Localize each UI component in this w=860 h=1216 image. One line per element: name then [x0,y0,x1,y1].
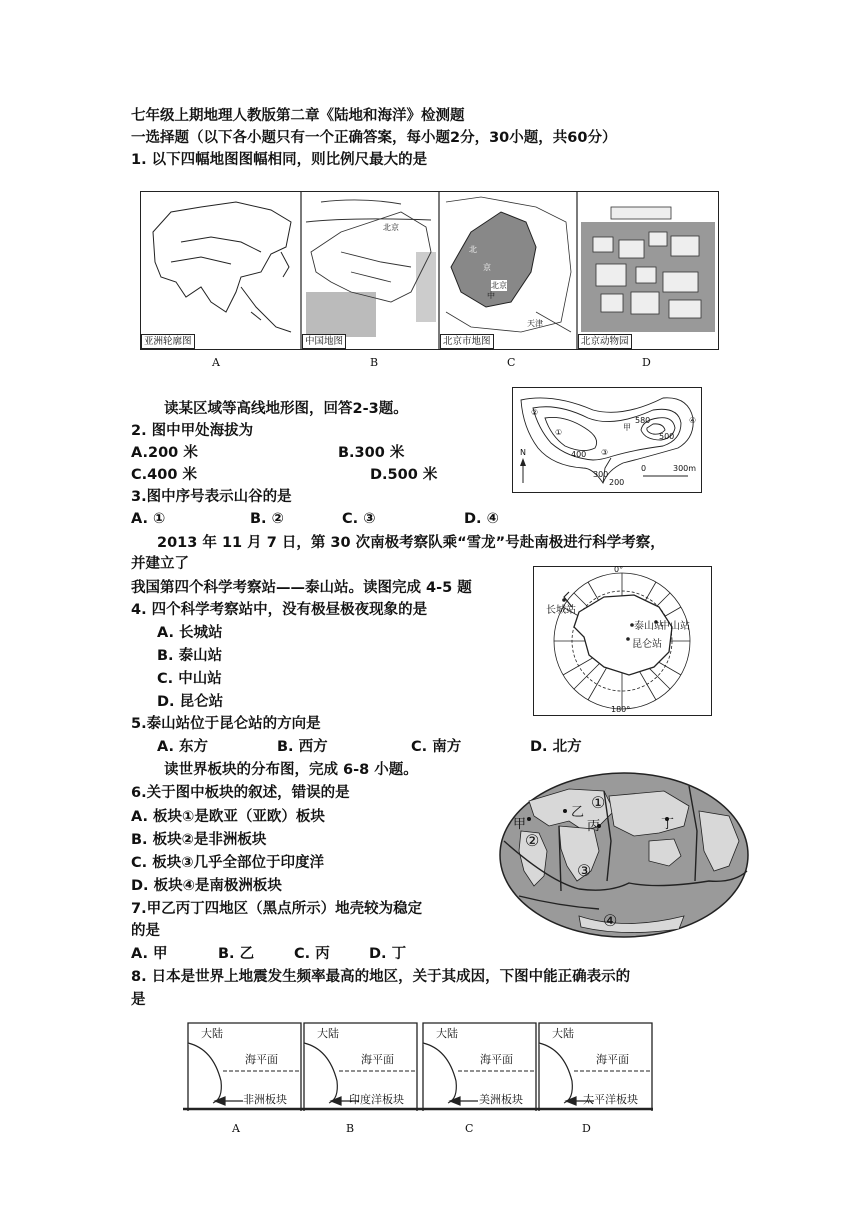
plate-point-yi: 乙 [571,805,585,820]
q3-stem: 3.图中序号表示山谷的是 [131,489,292,505]
q7-option-c: C. 丙 [294,946,330,962]
q6-option-a: A. 板块①是欧亚（亚欧）板块 [131,809,325,825]
china-outline [306,200,436,337]
map-caption-beijing: 北京市地图 [440,334,494,349]
map-caption-asia: 亚洲轮廓图 [141,334,195,349]
q8-stem-1: 8. 日本是世界上地震发生频率最高的地区，关于其成因，下图中能正确表示的 [131,969,631,985]
q3-option-a: A. ① [131,511,166,527]
document-title: 七年级上期地理人教版第二章《陆地和海洋》检测题 [131,108,465,124]
q2-option-d: D.500 米 [370,467,438,483]
map-label-jing: 京 [483,263,491,272]
plate-point-ding: 丁 [661,817,675,832]
antarctic-intro-2: 并建立了 [131,556,189,572]
map-letter-d: D [642,356,651,369]
plate-label-3: ③ [577,861,592,880]
plates-map [499,771,749,939]
q5-option-c: C. 南方 [411,739,462,755]
q4-stem: 4. 四个科学考察站中，没有极昼极夜现象的是 [131,602,428,618]
plate-point-jia: 甲 [513,817,527,832]
q2-option-b: B.300 米 [338,445,405,461]
map-caption-zoo: 北京动物园 [578,334,632,349]
map-label-beijing: 北京 [491,281,507,290]
q8-panels [183,1021,653,1113]
q1-maps-svg [141,192,718,349]
contour-intro: 读某区域等高线地形图，回答2-3题。 [164,401,408,417]
contour-label-3: ③ [601,448,609,457]
map-letter-b: B [370,356,379,369]
q8-stem-2: 是 [131,992,146,1008]
contour-label-200: 200 [609,478,625,487]
station-taishan: 泰山站 [634,621,664,632]
q8-c-plate: 美洲板块 [479,1093,523,1106]
map-label-beijing-china: 北京 [383,223,399,232]
q8-letter-c: C [465,1122,474,1135]
contour-scale-label: 300m [673,464,697,473]
q8-letter-a: A [232,1122,240,1135]
map-letter-c: C [507,356,516,369]
q8-b-land: 大陆 [317,1027,339,1040]
plate-label-1: ① [591,793,606,812]
q4-option-d: D. 昆仑站 [157,694,224,710]
q5-option-a: A. 东方 [157,739,209,755]
antarctic-label-180deg: 180° [611,705,631,714]
antarctic-intro-3: 我国第四个科学考察站——泰山站。读图完成 4-5 题 [131,580,472,596]
q2-stem: 2. 图中甲处海拔为 [131,423,254,439]
map-caption-china: 中国地图 [302,334,346,349]
station-kunlun: 昆仑站 [632,639,662,650]
q1-map-strip [140,191,719,350]
q2-option-c: C.400 米 [131,467,197,483]
q3-option-c: C. ③ [342,511,376,527]
antarctic-intro-1: 2013 年 11 月 7 日，第 30 次南极考察队乘“雪龙”号赴南极进行科学考察， [157,535,665,551]
q3-option-d: D. ④ [464,511,499,527]
contour-label-2: ② [531,408,539,417]
q8-letter-b: B [346,1122,355,1135]
q2-option-a: A.200 米 [131,445,198,461]
zoo-plan [581,207,715,332]
plate-label-4: ④ [603,911,618,930]
q4-option-b: B. 泰山站 [157,648,223,664]
section-heading: 一选择题（以下各小题只有一个正确答案，每小题2分，30小题，共60分） [131,130,617,146]
q8-d-sea: 海平面 [596,1053,629,1066]
q4-option-a: A. 长城站 [157,625,223,641]
q8-d-land: 大陆 [552,1027,574,1040]
asia-outline [153,202,291,332]
q6-option-c: C. 板块③几乎全部位于印度洋 [131,855,324,871]
q8-a-land: 大陆 [201,1027,223,1040]
q7-option-d: D. 丁 [369,946,407,962]
station-changcheng: 长城站 [546,605,576,616]
q6-option-d: D. 板块④是南极洲板块 [131,878,282,894]
contour-label-4: ④ [689,416,697,425]
contour-label-1: ① [555,428,563,437]
contour-label-300: 300 [593,470,609,479]
plates-intro: 读世界板块的分布图，完成 6-8 小题。 [164,762,418,778]
contour-map [512,387,702,493]
q6-option-b: B. 板块②是非洲板块 [131,832,267,848]
map-label-bei: 北 [469,245,477,254]
map-label-tianjin: 天津 [527,319,543,328]
plates-svg [499,771,749,939]
antarctic-svg [534,567,711,715]
q8-a-plate: 非洲板块 [243,1093,287,1106]
q3-option-b: B. ② [250,511,284,527]
q8-b-plate: 印度洋板块 [349,1093,404,1106]
beijing-outline [446,197,571,332]
q4-option-c: C. 中山站 [157,671,222,687]
q1-stem: 1. 以下四幅地图图幅相同，则比例尺最大的是 [131,152,428,168]
map-label-zhong: 中 [487,291,495,300]
q7-option-a: A. 甲 [131,946,168,962]
q7-stem-2: 的是 [131,923,160,939]
contour-label-jia: 甲 [623,423,631,432]
plate-label-2: ② [525,831,540,850]
q5-stem: 5.泰山站位于昆仑站的方向是 [131,716,321,732]
station-zhongshan: 中山站 [660,621,690,632]
q8-d-plate: 太平洋板块 [583,1093,638,1106]
q8-b-sea: 海平面 [361,1053,394,1066]
q8-c-land: 大陆 [436,1027,458,1040]
q8-c-sea: 海平面 [480,1053,513,1066]
q6-stem: 6.关于图中板块的叙述，错误的是 [131,785,350,801]
contour-label-500: 500 [659,432,675,441]
antarctic-map [533,566,712,716]
q8-letter-d: D [582,1122,591,1135]
contour-scale-zero: 0 [641,464,647,473]
q7-stem-1: 7.甲乙丙丁四地区（黑点所示）地壳较为稳定 [131,901,423,917]
q8-a-sea: 海平面 [245,1053,278,1066]
contour-north-label: N [520,448,526,457]
contour-label-580: 580 [635,416,651,425]
antarctic-label-0deg: 0° [614,565,624,574]
q5-option-b: B. 西方 [277,739,328,755]
plate-point-bing: 丙 [587,819,601,834]
contour-label-400: 400 [571,450,587,459]
q7-option-b: B. 乙 [218,946,255,962]
q5-option-d: D. 北方 [530,739,582,755]
map-letter-a: A [212,356,220,369]
